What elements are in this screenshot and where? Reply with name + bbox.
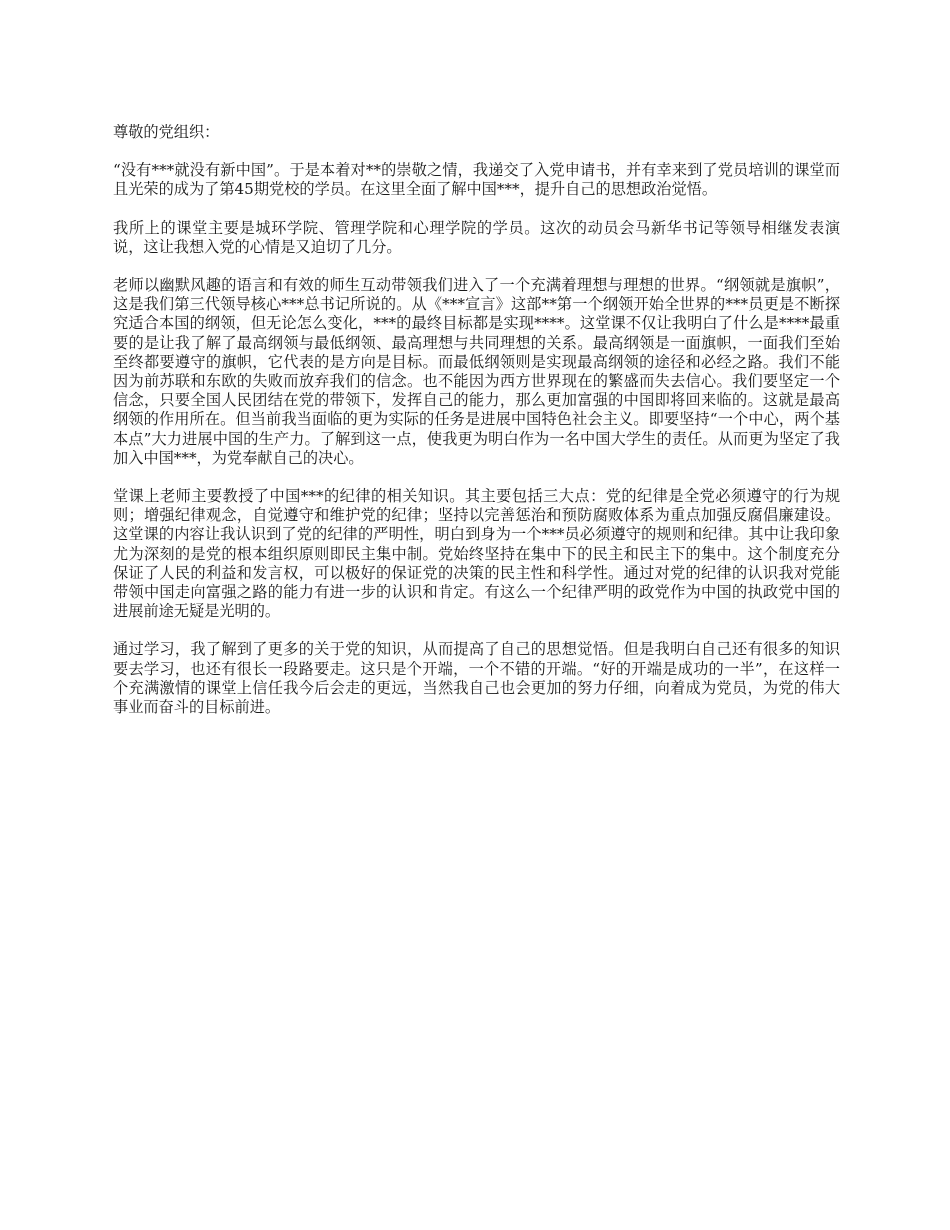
paragraph-4: 堂课上老师主要教授了中国***的纪律的相关知识。其主要包括三大点：党的纪律是全党必须遵守的行为规则；增强纪律观念，自觉遵守和维护党的纪律；坚持以完善惩治和预防腐败体系为重点加强反腐倡廉建设。这堂课的内容让我认识到了党的纪律的严明性，明白到身为一个***员必须遵守的规则和纪律。其中让我印象尤为深刻的是党的根本组织原则即民主集中制。党始终坚持在集中下的民主和民主下的集中。这个制度充分保证了人民的利益和发言权，可以极好的保证党的决策的民主性和科学性。通过对党的纪律的认识我对党能带领中国走向富强之路的能力有进一步的认识和肯定。有这么一个纪律严明的政党作为中国的执政党中国的进展前途无疑是光明的。 bbox=[113, 487, 840, 621]
paragraph-5: 通过学习，我了解到了更多的关于党的知识，从而提高了自己的思想觉悟。但是我明白自己还有很多的知识要去学习，也还有很长一段路要走。这只是个开端，一个不错的开端。“好的开端是成功的一半”，在这样一个充满激情的课堂上信任我今后会走的更远，当然我自己也会更加的努力仔细，向着成为党员，为党的伟大事业而奋斗的目标前进。 bbox=[113, 640, 840, 717]
paragraph-2: 我所上的课堂主要是城环学院、管理学院和心理学院的学员。这次的动员会马新华书记等领导相继发表演说，这让我想入党的心情是又迫切了几分。 bbox=[113, 218, 840, 256]
salutation: 尊敬的党组织： bbox=[113, 123, 220, 141]
document-body bbox=[113, 123, 840, 736]
paragraph-3: 老师以幽默风趣的语言和有效的师生互动带领我们进入了一个充满着理想与理想的世界。“纲领就是旗帜”，这是我们第三代领导核心***总书记所说的。从《***宣言》这部**第一个纲领开始全世界的***员更是不断探究适合本国的纲领，但无论怎么变化，***的最终目标都是实现****。这堂课不仅让我明白了什么是****最重要的是让我了解了最高纲领与最低纲领、最高理想与共同理想的关系。最高纲领是一面旗帜，一面我们至始至终都要遵守的旗帜，它代表的是方向是目标。而最低纲领则是实现最高纲领的途径和必经之路。我们不能因为前苏联和东欧的失败而放弃我们的信念。也不能因为西方世界现在的繁盛而失去信心。我们要坚定一个信念，只要全国人民团结在党的带领下，发挥自己的能力，那么更加富强的中国即将回来临的。这就是最高纲领的作用所在。但当前我当面临的更为实际的任务是进展中国特色社会主义。即要坚持“一个中心，两个基本点”大力进展中国的生产力。了解到这一点，使我更为明白作为一名中国大学生的责任。从而更为坚定了我加入中国***，为党奉献自己的决心。 bbox=[113, 276, 840, 467]
paragraph-1: “没有***就没有新中国”。于是本着对**的崇敬之情，我递交了入党申请书，并有幸来到了党员培训的课堂而且光荣的成为了第45期党校的学员。在这里全面了解中国***，提升自己的思想政治觉悟。 bbox=[113, 161, 840, 199]
